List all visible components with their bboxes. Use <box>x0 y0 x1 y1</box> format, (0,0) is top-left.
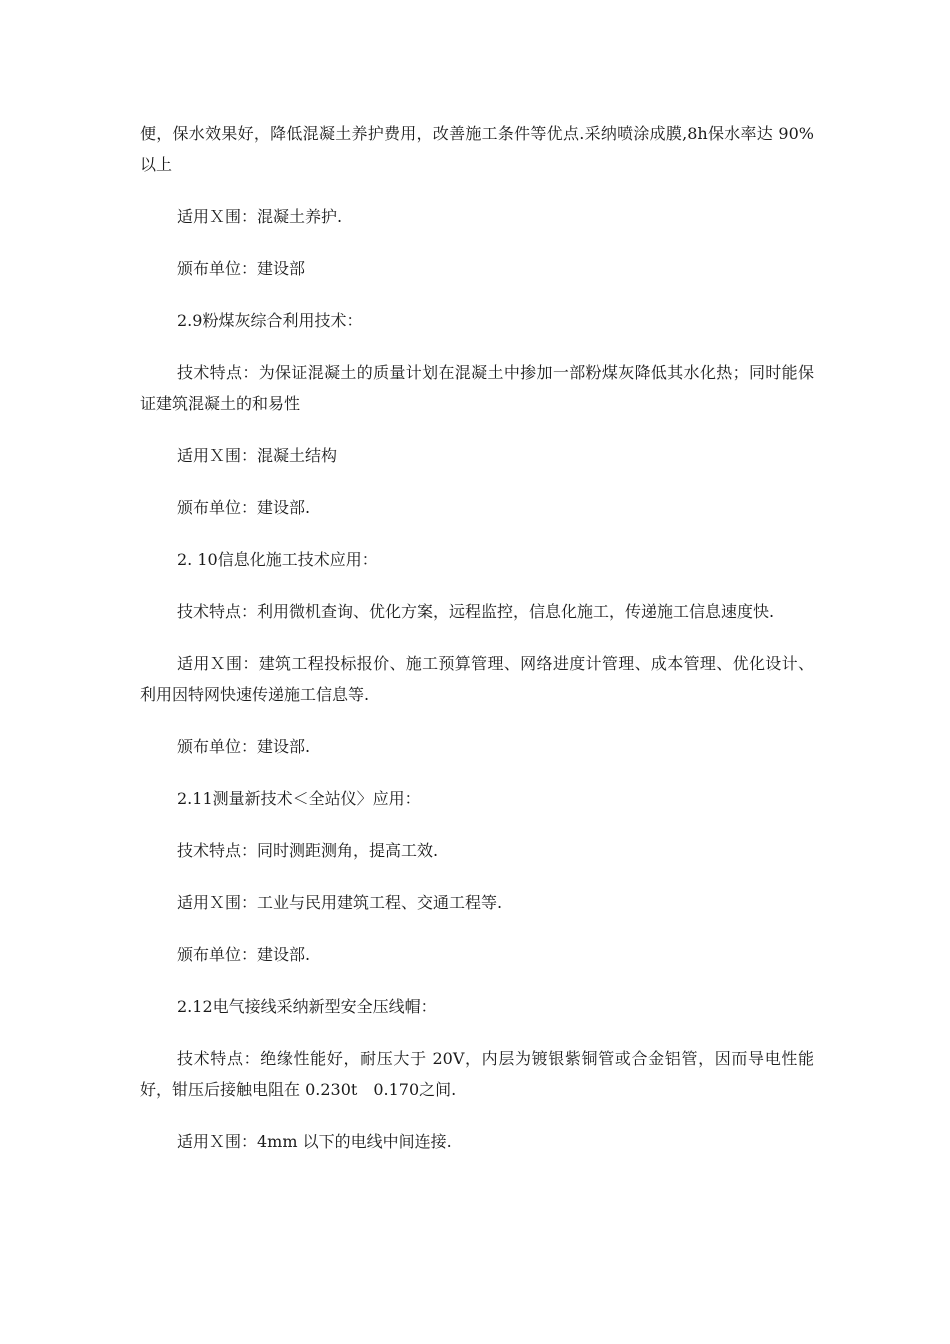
section-heading-2-12: 2.12电气接线采纳新型安全压线帽： <box>177 997 437 1016</box>
paragraph-1: 便，保水效果好，降低混凝土养护费用，改善施工条件等优点.采纳喷涂成膜,8h保水率达 90%以上 <box>140 124 814 174</box>
paragraph-7: 颁布单位：建设部. <box>177 498 311 517</box>
document-page <box>140 118 814 1178</box>
section-heading-2-11: 2.11测量新技术＜全站仪〉应用： <box>177 789 421 808</box>
section-heading-2-9: 2.9粉煤灰综合利用技术： <box>177 311 363 330</box>
paragraph-14: 适用Ｘ围：工业与民用建筑工程、交通工程等. <box>177 893 503 912</box>
paragraph-11: 颁布单位：建设部. <box>177 737 311 756</box>
paragraph-17: 技术特点：绝缘性能好，耐压大于 20V，内层为镀银紫铜管或合金铝管，因而导电性能好，钳压后接触电阻在 0.230t 0.170之间. <box>140 1049 814 1099</box>
paragraph-3: 颁布单位：建设部 <box>177 259 306 278</box>
paragraph-9: 技术特点：利用微机查询、优化方案，远程监控，信息化施工，传递施工信息速度快. <box>177 602 775 621</box>
paragraph-5: 技术特点：为保证混凝土的质量计划在混凝土中掺加一部粉煤灰降低其水化热；同时能保证建筑混凝土的和易性 <box>140 363 814 413</box>
paragraph-10: 适用Ｘ围：建筑工程投标报价、施工预算管理、网络进度计管理、成本管理、优化设计、利用因特网快速传递施工信息等. <box>140 654 814 704</box>
paragraph-13: 技术特点：同时测距测角，提高工效. <box>177 841 439 860</box>
section-heading-2-10: 2. 10信息化施工技术应用： <box>177 550 378 569</box>
paragraph-2: 适用Ｘ围：混凝土养护. <box>177 207 343 226</box>
paragraph-18: 适用Ｘ围：4mm 以下的电线中间连接. <box>177 1132 452 1151</box>
paragraph-15: 颁布单位：建设部. <box>177 945 311 964</box>
paragraph-6: 适用Ｘ围：混凝土结构 <box>177 446 338 465</box>
